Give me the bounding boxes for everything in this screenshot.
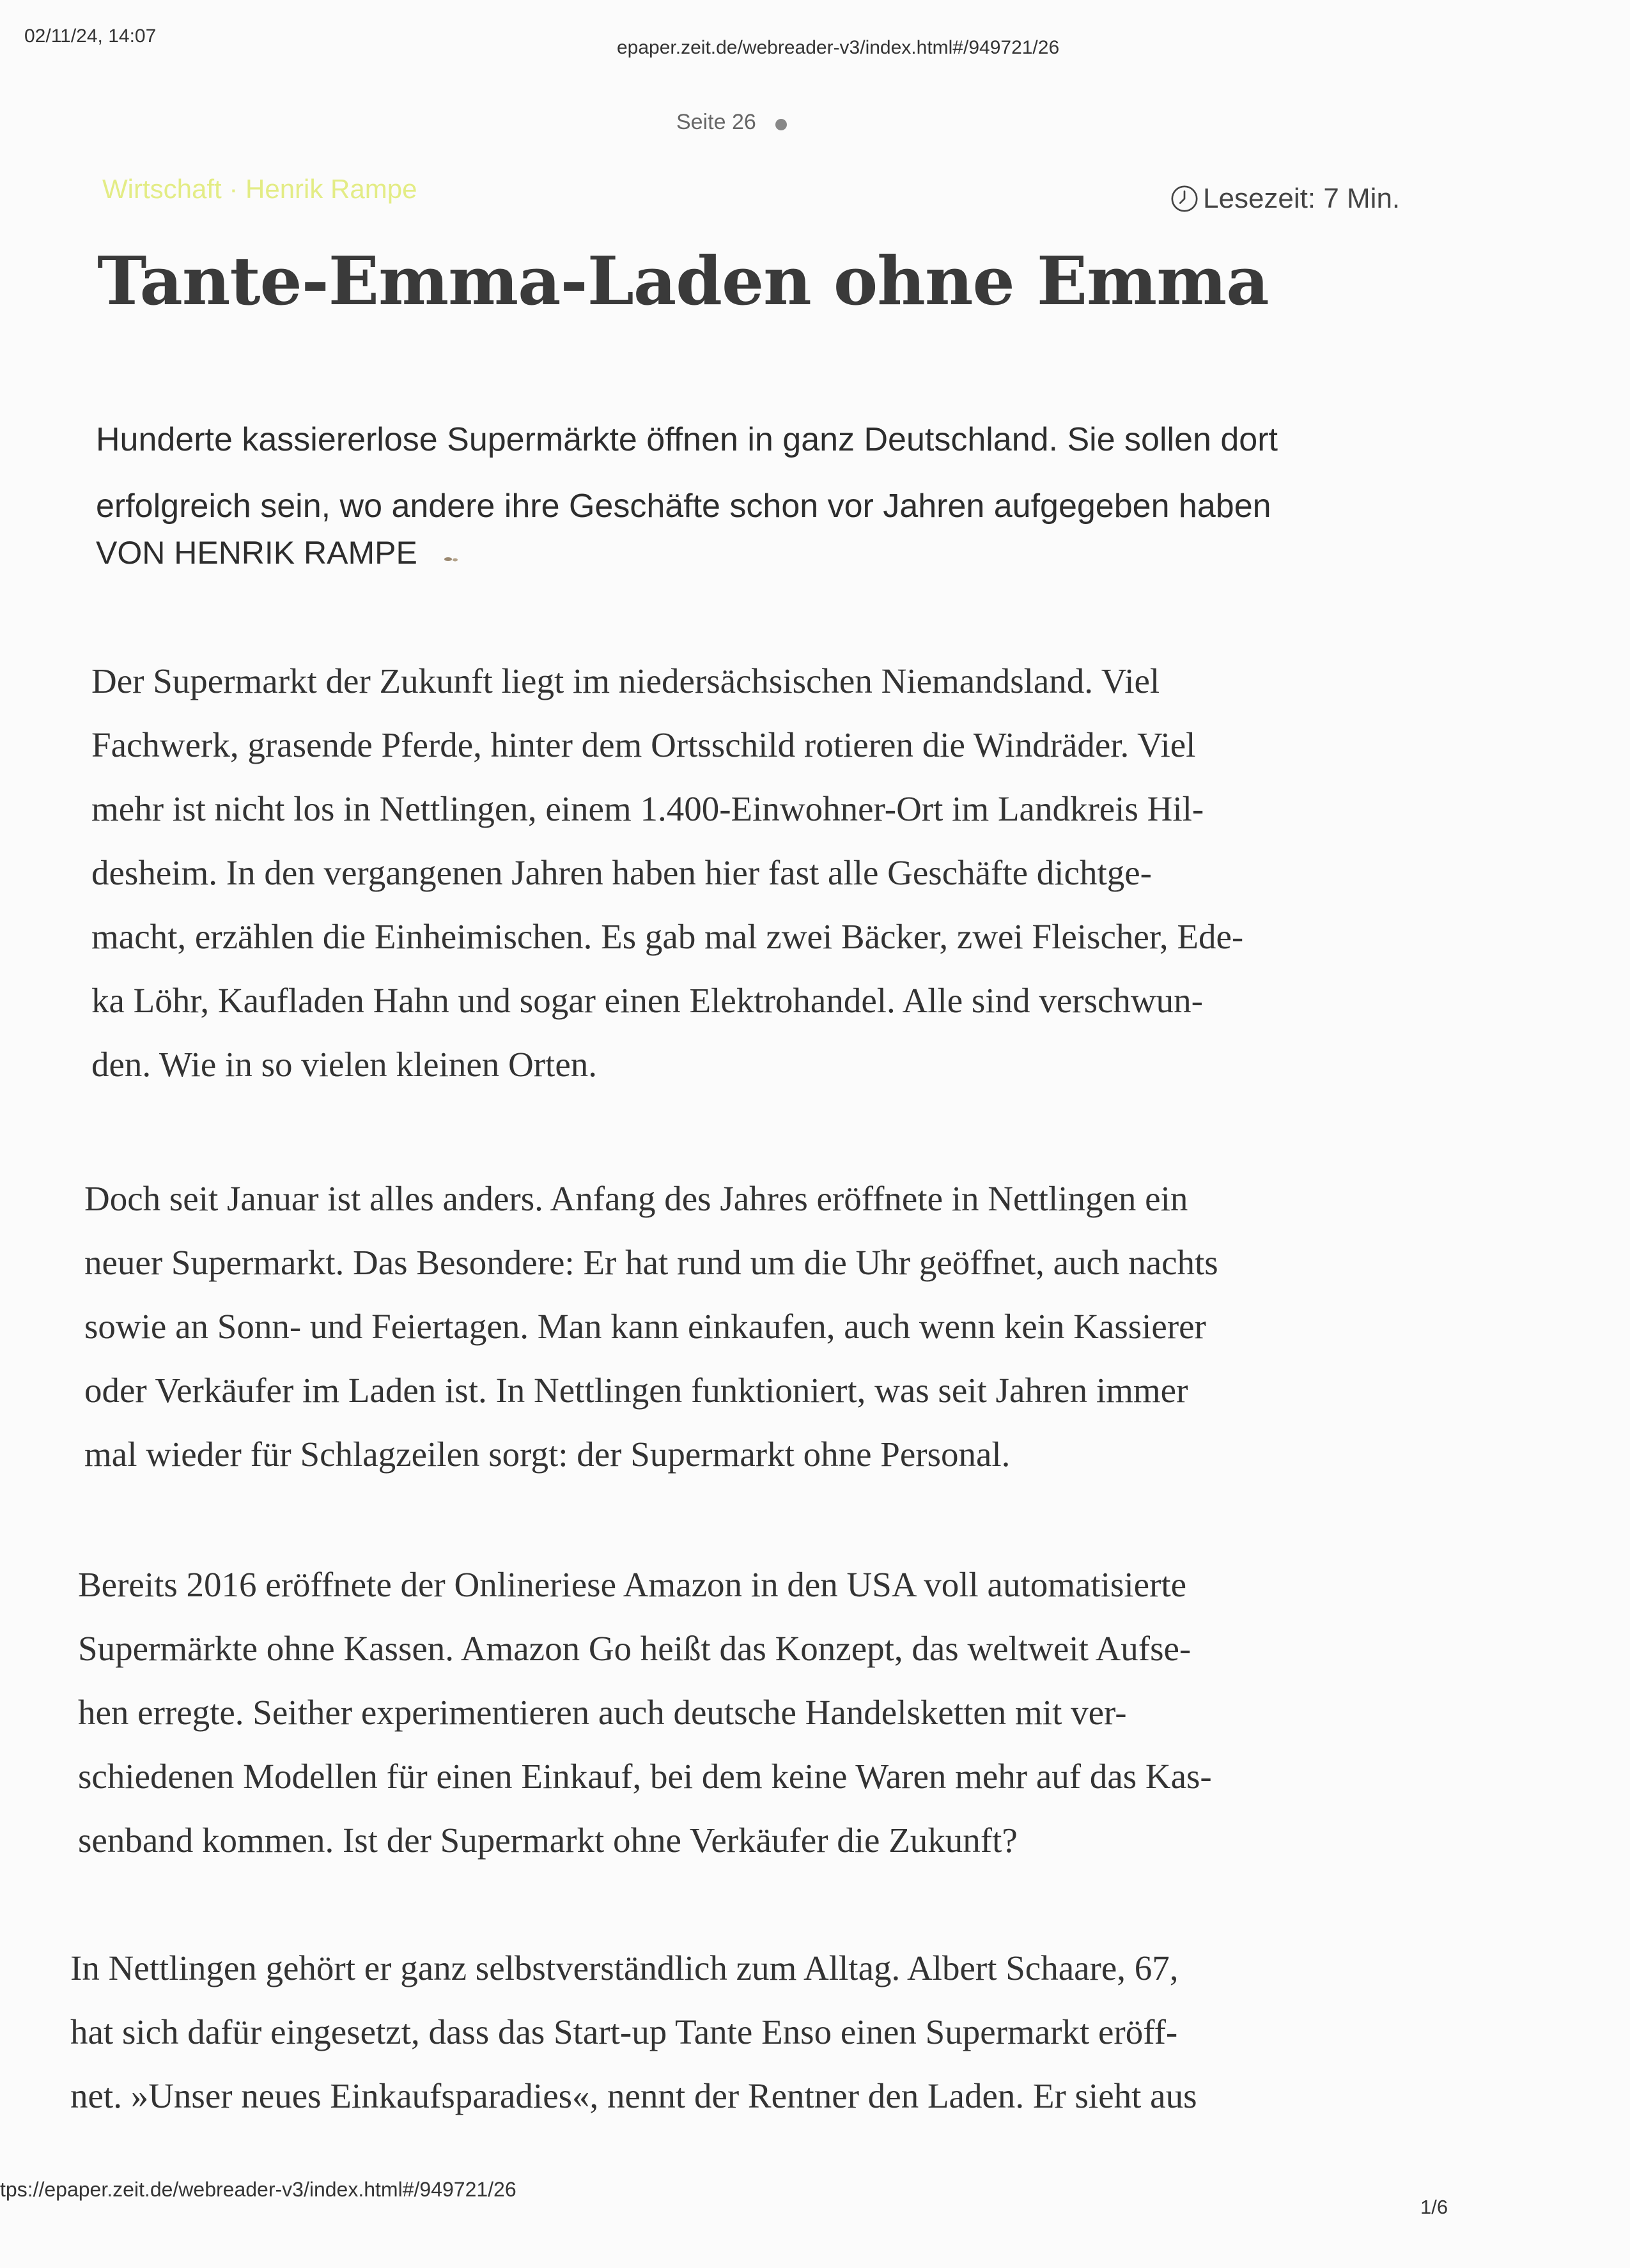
paragraph-line: senband kommen. Ist der Supermarkt ohne Verkäufer die Zukunft?	[78, 1821, 1018, 1860]
paragraph-line: neuer Supermarkt. Das Besondere: Er hat rund um die Uhr geöffnet, auch nachts	[84, 1243, 1218, 1282]
article-kicker[interactable]: Wirtschaft · Henrik Rampe	[102, 174, 417, 204]
article-title: Tante-Emma-Laden ohne Emma	[97, 242, 1269, 320]
paragraph-line: mal wieder für Schlagzeilen sorgt: der Supermarkt ohne Personal.	[84, 1435, 1011, 1474]
print-page-count: 1/6	[1420, 2196, 1448, 2218]
paragraph-line: oder Verkäufer im Laden ist. In Nettlingen funktioniert, was seit Jahren immer	[84, 1371, 1188, 1410]
paragraph-line: hat sich dafür eingesetzt, dass das Start-up Tante Enso einen Supermarkt eröff-	[70, 2012, 1178, 2051]
reading-time-label: Lesezeit: 7 Min.	[1203, 183, 1401, 214]
paragraph-line: sowie an Sonn- und Feiertagen. Man kann einkaufen, auch wenn kein Kassierer	[84, 1307, 1206, 1346]
paragraph-line: den. Wie in so vielen kleinen Orten.	[91, 1045, 598, 1084]
paragraph-line: macht, erzählen die Einheimischen. Es gab mal zwei Bäcker, zwei Fleischer, Ede-	[91, 917, 1244, 956]
paragraph-line: schiedenen Modellen für einen Einkauf, bei dem keine Waren mehr auf das Kas-	[78, 1757, 1212, 1796]
page-indicator[interactable]	[676, 110, 787, 135]
paragraph-line: Der Supermarkt der Zukunft liegt im niedersächsischen Niemandsland. Viel	[91, 661, 1160, 700]
article-lead: Hunderte kassiererlose Supermärkte öffnen in ganz Deutschland. Sie sollen dort erfolgreich sein, wo andere ihre Geschäfte schon vor Jahren aufgegeben haben	[96, 421, 1278, 525]
paragraph-line: Bereits 2016 eröffnete der Onlineriese Amazon in den USA voll automatisierte	[78, 1565, 1187, 1604]
article-byline	[96, 534, 460, 571]
paragraph-line: Supermärkte ohne Kassen. Amazon Go heißt das Konzept, das weltweit Aufse-	[78, 1629, 1191, 1668]
byline-text: VON HENRIK RAMPE	[96, 535, 417, 571]
page-label: Seite 26	[676, 110, 756, 134]
paragraph-line: mehr ist nicht los in Nettlingen, einem 1.400-Einwohner-Ort im Landkreis Hil-	[91, 789, 1204, 828]
dot-icon	[775, 119, 787, 130]
reading-time	[1170, 183, 1400, 215]
paragraph-line: hen erregte. Seither experimentieren auch deutsche Handelsketten mit ver-	[78, 1693, 1127, 1732]
article-paragraph-2	[84, 1167, 1218, 1486]
paragraph-line: desheim. In den vergangenen Jahren haben hier fast alle Geschäfte dichtge-	[91, 853, 1152, 892]
print-url-footer[interactable]: tps://epaper.zeit.de/webreader-v3/index.html#/949721/26	[0, 2178, 516, 2201]
article-paragraph-4	[70, 1936, 1197, 2128]
paragraph-line: net. »Unser neues Einkaufsparadies«, nennt der Rentner den Laden. Er sieht aus	[70, 2076, 1197, 2115]
article-paragraph-1	[91, 649, 1243, 1097]
paragraph-line: Fachwerk, grasende Pferde, hinter dem Ortsschild rotieren die Windräder. Viel	[91, 725, 1196, 764]
paragraph-line: In Nettlingen gehört er ganz selbstverständlich zum Alltag. Albert Schaare, 67,	[70, 1948, 1179, 1987]
paragraph-line: ka Löhr, Kaufladen Hahn und sogar einen Elektrohandel. Alle sind verschwun-	[91, 981, 1203, 1020]
scan-speck	[443, 555, 460, 563]
clock-icon	[1170, 184, 1199, 213]
article-paragraph-3	[78, 1553, 1212, 1872]
paragraph-line: Doch seit Januar ist alles anders. Anfang des Jahres eröffnete in Nettlingen ein	[84, 1179, 1188, 1218]
print-datetime: 02/11/24, 14:07	[24, 26, 157, 47]
print-url-header[interactable]: epaper.zeit.de/webreader-v3/index.html#/949721/26	[617, 37, 1060, 58]
